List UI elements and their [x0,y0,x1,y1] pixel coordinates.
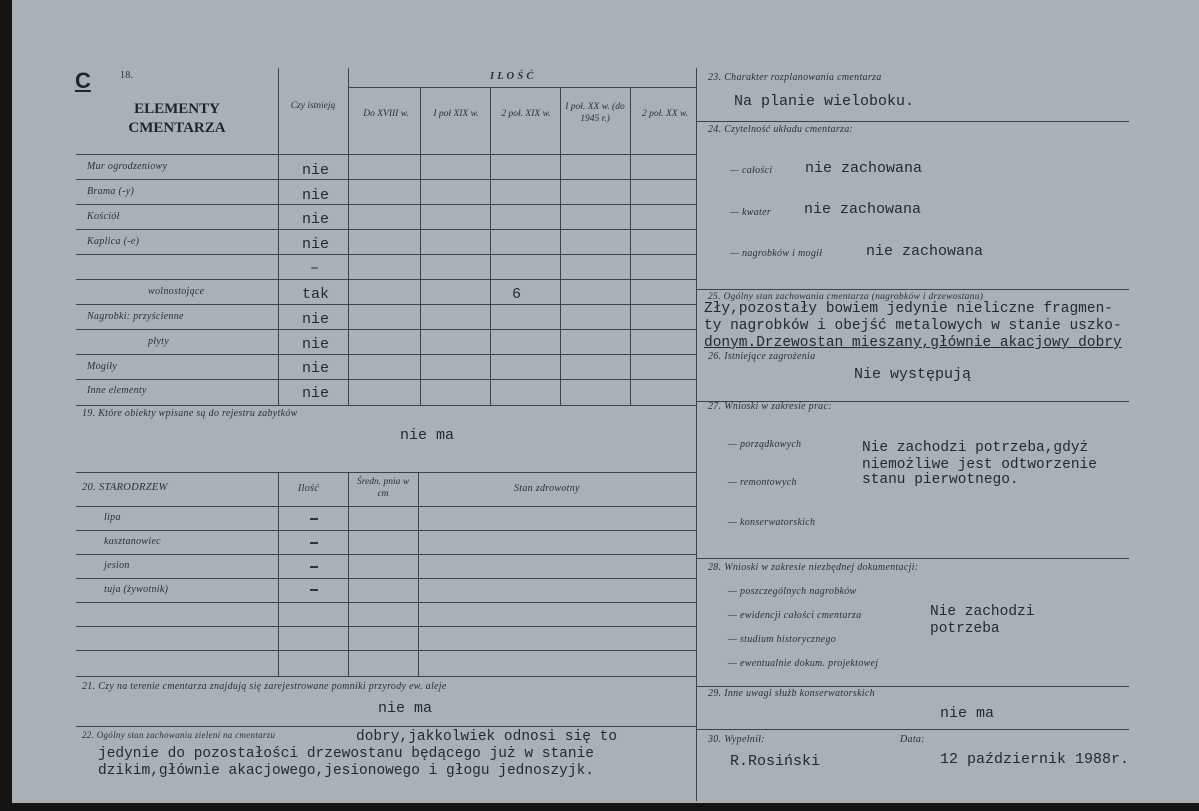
section28-line2: potrzeba [930,621,1000,637]
col-header-2pol-xix: 2 poł. XIX w. [501,109,551,119]
legibility-item-value: nie zachowana [805,160,923,177]
row-label: Brama (-y) [87,186,135,197]
legibility-item-value: nie zachowana [804,201,922,218]
section19-value: nie ma [400,427,455,444]
section25-label: 25. Ogólny stan zachowania cmentarza (nagrobków i drzewostanu) [708,292,984,302]
tree-name: lipa [104,512,121,523]
row-label: Kaplica (-e) [87,236,140,247]
section27-line2: niemożliwe jest odtworzenie [862,457,1097,473]
tree-count-dash [310,566,318,568]
section29-label: 29. Inne uwagi służb konserwatorskich [708,688,875,699]
col-header-1pol-xix: I poł XIX w. [433,109,479,119]
row-value: nie [302,236,330,253]
section23-label: 23. Charakter rozplanowania cmentarza [708,72,882,83]
section25-line2: ty nagrobków i obejść metalowych w stanie uszko- [704,318,1122,334]
section22-line1: dobry,jakkolwiek odnosi się to [356,729,618,745]
section27-line1: Nie zachodzi potrzeba,gdyż [862,440,1089,456]
section22-line3: dzikim,głównie akacjowego,jesionowego i głogu jednoszyjk. [98,763,594,779]
section23-value: Na planie wieloboku. [734,93,915,110]
row-value: nie [302,187,330,204]
card-letter: C [75,68,91,93]
section28-label: 28. Wnioski w zakresie niezbędnej dokumentacji: [708,562,919,573]
row-value: – [310,260,320,277]
works-item: — konserwatorskich [728,517,816,528]
section22-line2: jedynie do pozostałości drzewostanu będącego już w stanie [98,746,594,762]
section-title: ELEMENTY CMENTARZA [128,101,226,136]
section-number: 18. [120,70,134,81]
record-card [12,0,1199,803]
documentation-item: — ewentualnie dokum. projektowej [728,658,879,669]
row-value: nie [302,336,330,353]
row-label: Mur ogrodzeniowy [87,161,168,172]
legibility-item-label: — nagrobków i mogił [730,248,823,259]
row-label: wolnostojące [148,286,205,297]
documentation-item: — poszczególnych nagrobków [728,586,857,597]
legibility-item-label: — kwater [730,207,772,218]
row-label: Mogiły [87,361,118,372]
filled-by-name: R.Rosiński [730,753,821,770]
section30-label: 30. Wypełnił: [708,734,765,745]
section25-line1: Zły,pozostały bowiem jedynie nieliczne fragmen- [704,301,1113,317]
row-value: nie [302,211,330,228]
row-value: nie [302,162,330,179]
section26-label: 26. Istniejące zagrożenia [708,351,816,362]
legibility-item-value: nie zachowana [866,243,984,260]
section24-label: 24. Czytelność układu cmentarza: [708,124,854,135]
tree-count-dash [310,518,318,520]
documentation-item: — ewidencji całości cmentarza [728,610,862,621]
works-item: — porządkowych [728,439,802,450]
row-count: 6 [512,286,522,303]
col-header-count: Ilość [298,483,319,494]
section27-line3: stanu pierwotnego. [862,472,1019,488]
date-label: Data: [900,734,925,745]
section21-label: 21. Czy na terenie cmentarza znajdują się zarejestrowane pomniki przyrody ew. aleje [82,681,447,692]
works-item: — remontowych [728,477,797,488]
section27-label: 27. Wnioski w zakresie prac: [708,401,832,412]
tree-name: tuja (żywotnik) [104,584,169,595]
section21-value: nie ma [378,700,433,717]
section29-value: nie ma [940,705,995,722]
row-value: nie [302,360,330,377]
row-label: Kościół [87,211,120,222]
center-divider [696,68,697,801]
row-value: nie [302,311,330,328]
col-header-health: Stan zdrowotny [514,483,580,494]
header-bottom-line [76,154,696,155]
row-value: nie [302,385,330,402]
row-label: płyty [148,336,169,347]
col-header-1pol-xx: I poł. XX w. (do 1945 r.) [565,102,625,124]
col-header-diameter: Średn. pnia w cm [356,477,410,499]
col-header-2pol-xx: 2 poł. XX w. [641,109,688,119]
col-header-exists: Czy istnieją [290,101,336,111]
tree-name: kasztanowiec [104,536,161,547]
tree-count-dash [310,542,318,544]
row-label: Nagrobki: przyścienne [87,311,184,322]
row-label: Inne elementy [87,385,147,396]
section22-label: 22. Ogólny stan zachowania zieleni na cmentarzu [82,730,276,740]
col-header-xviii: Do XVIII w. [363,109,409,119]
legibility-item-label: — całości [730,165,773,176]
section19-label: 19. Które obiekty wpisane są do rejestru zabytków [82,408,298,419]
row-value: tak [302,286,330,303]
section26-value: Nie występują [854,366,972,383]
section25-line3: donym.Drzewostan mieszany,głównie akacjowy dobry [704,335,1122,351]
filled-date: 12 październik 1988r. [940,751,1130,768]
tree-count-dash [310,589,318,591]
section20-title: 20. STARODRZEW [82,482,168,493]
documentation-item: — studium historycznego [728,634,837,645]
quantity-header: I L O Ś Ć [490,71,534,82]
section28-line1: Nie zachodzi [930,604,1035,620]
tree-name: jesion [104,560,130,571]
